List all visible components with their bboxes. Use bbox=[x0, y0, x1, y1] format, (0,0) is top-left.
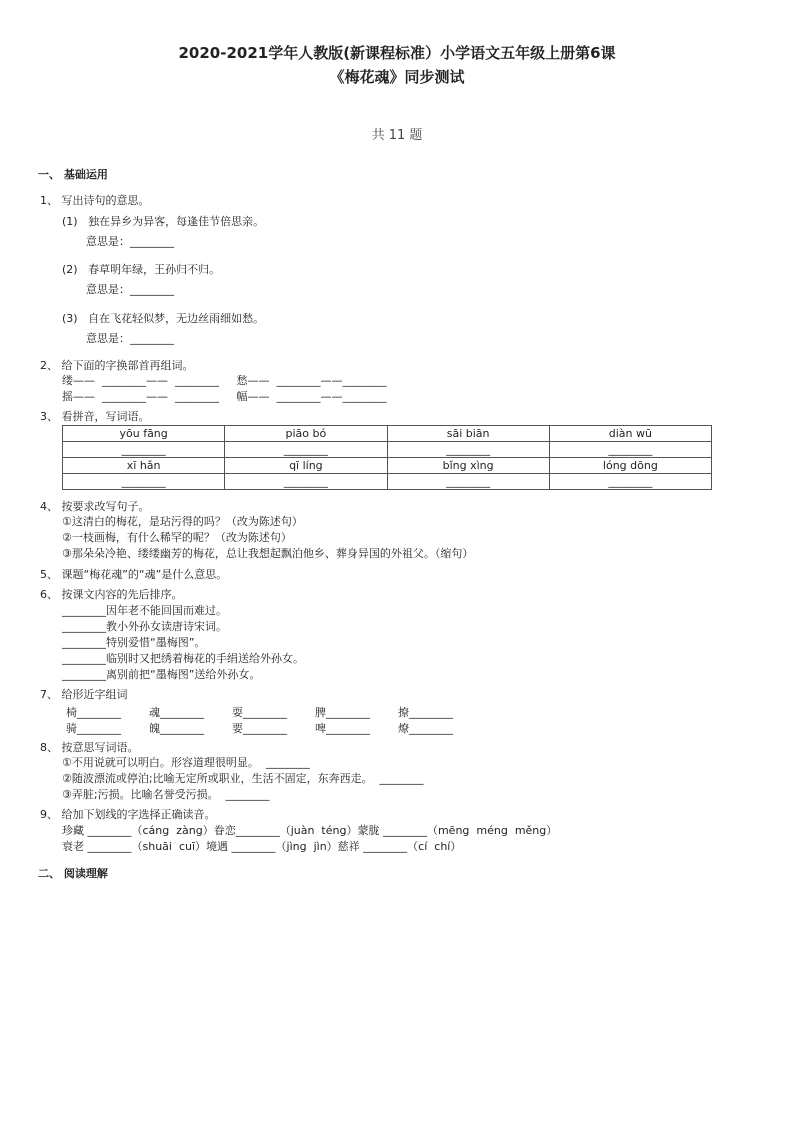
answer-cell[interactable]: ________ bbox=[63, 442, 225, 458]
doc-title-line2: 《梅花魂》同步测试 bbox=[329, 68, 465, 86]
q7-cell: 脾________ bbox=[315, 706, 370, 719]
q7-cell: 魂________ bbox=[149, 706, 204, 719]
q8-stem: 8、 按意思写词语。 bbox=[40, 741, 139, 754]
q4-item-2: ②一枝画梅，有什么稀罕的呢？（改为陈述句） bbox=[62, 531, 292, 544]
answer-row bbox=[63, 474, 712, 490]
pinyin-table bbox=[62, 425, 712, 490]
q7-cell: 骑________ bbox=[66, 722, 121, 735]
q6-stem: 6、 按课文内容的先后排序。 bbox=[40, 588, 183, 601]
q4-item-1: ①这清白的梅花，是玷污得的吗？（改为陈述句） bbox=[62, 515, 303, 528]
q6-item-1: ________因年老不能回国而难过。 bbox=[62, 604, 227, 617]
q7-stem: 7、 给形近字组词 bbox=[40, 688, 128, 701]
q9-stem: 9、 给加下划线的字选择正确读音。 bbox=[40, 808, 216, 821]
q7-row-1 bbox=[66, 704, 481, 720]
q5-stem: 5、 课题“梅花魂”的“魂”是什么意思。 bbox=[40, 568, 228, 581]
answer-cell[interactable]: ________ bbox=[225, 474, 387, 490]
q1-meaning-3: 意思是：________ bbox=[86, 332, 174, 345]
pinyin-cell: xī hǎn bbox=[63, 458, 225, 474]
section-reading: 二、 阅读理解 bbox=[38, 867, 108, 880]
pinyin-cell: sāi biān bbox=[387, 426, 549, 442]
q1-meaning-1: 意思是：________ bbox=[86, 235, 174, 248]
pinyin-cell: lóng dōng bbox=[549, 458, 711, 474]
pinyin-cell: qī líng bbox=[225, 458, 387, 474]
q7-cell: 啤________ bbox=[315, 722, 370, 735]
q2-row-2: 摇—— ________—— ________ 幅—— ________——________ bbox=[62, 390, 387, 403]
q9-row-2: 衰老 ________（shuāi cuī）境遇 ________（jìng jìn）慈祥 ________（cí chí） bbox=[62, 840, 462, 853]
pinyin-row bbox=[63, 426, 712, 442]
q6-item-5: ________离别前把“墨梅图”送给外孙女。 bbox=[62, 668, 261, 681]
answer-row bbox=[63, 442, 712, 458]
q6-item-4: ________临别时又把绣着梅花的手绢送给外孙女。 bbox=[62, 652, 304, 665]
q8-item-2: ②随波漂流或停泊;比喻无定所或职业，生活不固定，东奔西走。 ________ bbox=[62, 772, 424, 785]
q7-cell: 燎________ bbox=[398, 722, 453, 735]
q4-item-3: ③那朵朵冷艳、缕缕幽芳的梅花，总让我想起飘泊他乡、葬身异国的外祖父。（缩句） bbox=[62, 547, 474, 560]
answer-cell[interactable]: ________ bbox=[387, 474, 549, 490]
q7-cell: 魄________ bbox=[149, 722, 204, 735]
q9-row-1: 珍藏 ________（cáng zàng）眷恋________（juàn téng）蒙胧 ________（mēng méng měng） bbox=[62, 824, 558, 837]
q1-item-2: (2) 春草明年绿，王孙归不归。 bbox=[62, 263, 221, 276]
pinyin-row bbox=[63, 458, 712, 474]
section-basic: 一、 基础运用 bbox=[38, 168, 108, 181]
q6-item-3: ________特别爱惜“墨梅图”。 bbox=[62, 636, 206, 649]
q6-item-2: ________教小外孙女读唐诗宋词。 bbox=[62, 620, 227, 633]
answer-cell[interactable]: ________ bbox=[63, 474, 225, 490]
q1-item-1: (1) 独在异乡为异客，每逢佳节倍思亲。 bbox=[62, 215, 265, 228]
q7-cell: 椅________ bbox=[66, 706, 121, 719]
q3-stem: 3、 看拼音，写词语。 bbox=[40, 410, 150, 423]
q1-meaning-2: 意思是：________ bbox=[86, 283, 174, 296]
q1-item-3: (3) 自在飞花轻似梦，无边丝雨细如愁。 bbox=[62, 312, 265, 325]
answer-cell[interactable]: ________ bbox=[225, 442, 387, 458]
question-count: 共 11 题 bbox=[371, 128, 423, 143]
answer-cell[interactable]: ________ bbox=[387, 442, 549, 458]
q1-stem: 1、 写出诗句的意思。 bbox=[40, 194, 150, 207]
q7-cell: 要________ bbox=[232, 722, 287, 735]
q8-item-3: ③弄脏;污损。比喻名誉受污损。 ________ bbox=[62, 788, 270, 801]
q7-cell: 撩________ bbox=[398, 706, 453, 719]
pinyin-cell: diàn wū bbox=[549, 426, 711, 442]
q7-cell: 耍________ bbox=[232, 706, 287, 719]
answer-cell[interactable]: ________ bbox=[549, 442, 711, 458]
q8-item-1: ①不用说就可以明白。形容道理很明显。 ________ bbox=[62, 756, 310, 769]
q2-stem: 2、 给下面的字换部首再组词。 bbox=[40, 359, 194, 372]
q4-stem: 4、 按要求改写句子。 bbox=[40, 500, 150, 513]
pinyin-cell: piāo bó bbox=[225, 426, 387, 442]
pinyin-cell: yōu fāng bbox=[63, 426, 225, 442]
doc-title-line1: 2020-2021学年人教版(新课程标准）小学语文五年级上册第6课 bbox=[178, 44, 616, 62]
q2-row-1: 缕—— ________—— ________ 愁—— ________——________ bbox=[62, 374, 387, 387]
answer-cell[interactable]: ________ bbox=[549, 474, 711, 490]
q7-row-2 bbox=[66, 720, 481, 736]
pinyin-cell: bǐng xìng bbox=[387, 458, 549, 474]
